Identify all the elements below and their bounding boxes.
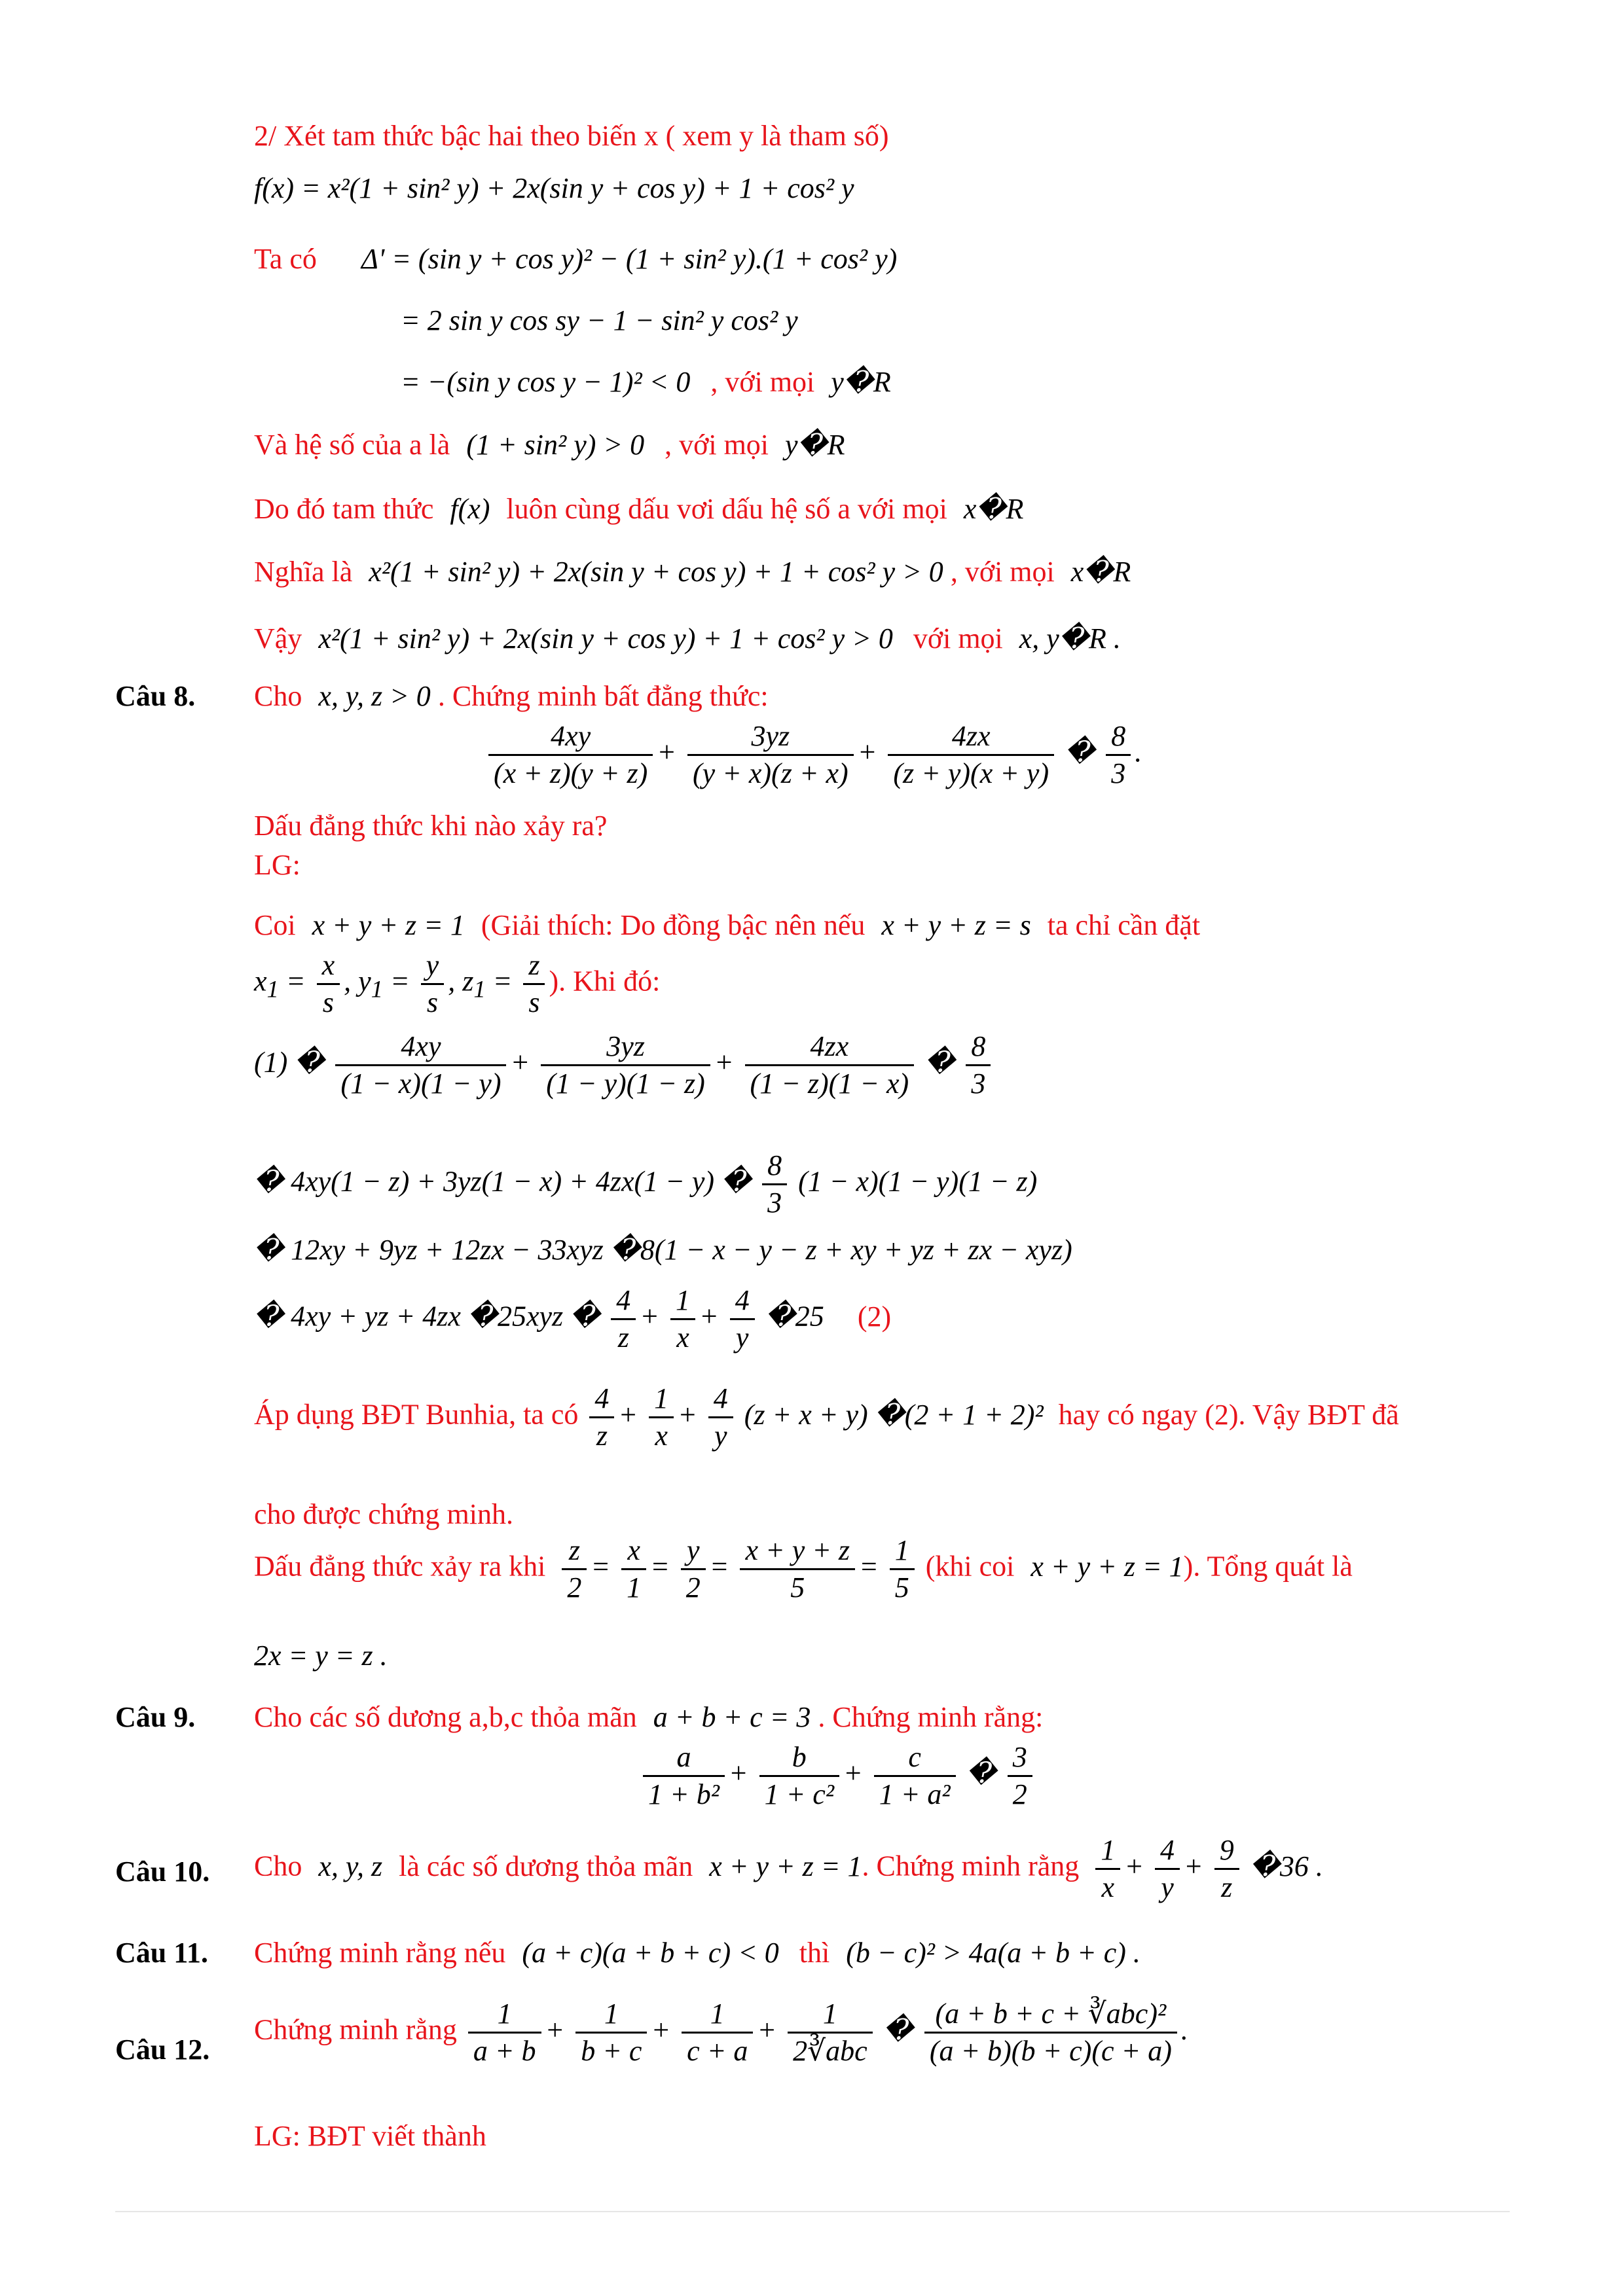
general-equality: 2x = y = z . <box>254 1640 388 1672</box>
step-1: (1) � $\frac{4xy}{(1 - x)(1 - y)}$ + $\frac{3yz}{(1 - y)(1 - z)}$ + $\frac{4zx}{(1 - z)(1 - x)}$ � $\frac{8}{3}$ <box>254 1029 994 1102</box>
step-4: � 4xy + yz + 4zx �25xyz � $\frac{4}{z}$ + $\frac{1}{x}$ + $\frac{4}{y}$ �25 (2) <box>254 1284 892 1354</box>
equality-question: Dấu đẳng thức khi nào xảy ra? <box>254 810 608 842</box>
question-11-statement: Chứng minh rằng nếu (a + c)(a + b + c) < 0 thì (b − c)² > 4a(a + b + c) . <box>254 1937 1140 1969</box>
question-9-inequality: $\frac{a}{\text{1 + b²}}$ + $\frac{b}{\text{1 + c²}}$ + $\frac{c}{\text{1 + a²}}$ � $\frac{3}{2}$ <box>639 1740 1036 1812</box>
sign-conclusion-line: Do đó tam thức f(x) luôn cùng dấu vơi dấu hệ số a với mọi x�R <box>254 493 1024 525</box>
step-2: � 4xy(1 − z) + 3yz(1 − x) + 4zx(1 − y) � $\frac{8}{3}$ (1 − x)(1 − y)(1 − z) <box>254 1149 1038 1219</box>
question-10-statement: Cho x, y, z là các số dương thỏa mãn x + y + z = 1. Chứng minh rằng $\frac{1}{x}$ + $\frac{4}{y}$ + $\frac{9}{z}$ �36 . <box>254 1834 1323 1903</box>
question-9-label: Câu 9. <box>115 1701 196 1733</box>
bunhia-conclusion: cho được chứng minh. <box>254 1498 513 1530</box>
question-12-statement: Chứng minh rằng $\frac{1}{a + b}$ + $\frac{1}{b + c}$ + $\frac{1}{c + a}$ + $\frac{1}{\text{2∛abc}}$ � $\frac{\text{(a + b + c + ∛abc)²}}{(a + b)(b + c)(c + a)}$ . <box>254 1998 1188 2067</box>
question-9-statement: Cho các số dương a,b,c thỏa mãn a + b + c = 3 . Chứng minh rằng: <box>254 1701 1044 1733</box>
normalization-line: Coi x + y + z = 1 (Giải thích: Do đồng bậc nên nếu x + y + z = s ta chỉ cần đặt <box>254 909 1201 941</box>
quadratic-definition: f(x) = x²(1 + sin² y) + 2x(sin y + cos y) + 1 + cos² y <box>254 172 854 204</box>
fraction: $\frac{3yz}{(y + x)(z + x)}$ <box>687 719 854 791</box>
meaning-line: Nghĩa là x²(1 + sin² y) + 2x(sin y + cos y) + 1 + cos² y > 0 , với mọi x�R <box>254 556 1131 588</box>
solution-label: LG: <box>254 849 301 881</box>
question-8-inequality: $\frac{4xy}{(x + z)(y + z)}$ + $\frac{3yz}{(y + x)(z + x)}$ + $\frac{4zx}{(z + y)(x + y)}$ � $\frac{8}{3}$ . <box>484 719 1142 791</box>
substitution-line: $x_1$ = $\frac{x}{s}$ , $y_1$ = $\frac{y}{s}$ , $z_1$ = $\frac{z}{s}$ ). Khi đó: <box>254 949 661 1018</box>
delta-formula: Δ' = (sin y + cos y)² − (1 + sin² y).(1 + cos² y) <box>361 243 898 275</box>
question-11-label: Câu 11. <box>115 1937 208 1969</box>
fraction: $\frac{4xy}{(x + z)(y + z)}$ <box>488 719 653 791</box>
question-8-label: Câu 8. <box>115 680 196 712</box>
solution-12-label: LG: BĐT viết thành <box>254 2120 486 2152</box>
question-12-label: Câu 12. <box>115 2034 210 2066</box>
bunhia-line: Áp dụng BĐT Bunhia, ta có $\frac{4}{z}$ + $\frac{1}{x}$ + $\frac{4}{y}$ (z + x + y) �(2 + 1 + 2)² hay có ngay (2). Vậy BĐT đã <box>254 1382 1399 1452</box>
footer-divider <box>115 2211 1510 2212</box>
question-8-statement: Cho x, y, z > 0 . Chứng minh bất đẳng thức: <box>254 680 769 712</box>
delta-label: Ta có <box>254 243 317 275</box>
section-heading: 2/ Xét tam thức bậc hai theo biến x ( xem y là tham số) <box>254 120 889 152</box>
step-3: � 12xy + 9yz + 12zx − 33xyz �8(1 − x − y − z + xy + yz + zx − xyz) <box>254 1234 1072 1266</box>
final-conclusion-line: Vậy x²(1 + sin² y) + 2x(sin y + cos y) + 1 + cos² y > 0 với mọi x, y�R . <box>254 622 1121 655</box>
question-10-label: Câu 10. <box>115 1856 210 1888</box>
leading-coefficient-line: Và hệ số của a là (1 + sin² y) > 0 , với mọi y�R <box>254 429 845 461</box>
equality-condition: Dấu đẳng thức xảy ra khi $\frac{z}{2}$ = $\frac{x}{1}$ = $\frac{y}{2}$ = $\frac{x + y + z}{5}$ = $\frac{1}{5}$ (khi coi x + y + z = 1). Tổng quát là <box>254 1534 1353 1604</box>
fraction: $\frac{4zx}{(z + y)(x + y)}$ <box>888 719 1054 791</box>
delta-step-3: = −(sin y cos y − 1)² < 0 , với mọi y�R <box>401 366 891 398</box>
delta-step-2: = 2 sin y cos sy − 1 − sin² y cos² y <box>401 304 798 336</box>
fraction: $\frac{8}{3}$ <box>1106 719 1131 791</box>
